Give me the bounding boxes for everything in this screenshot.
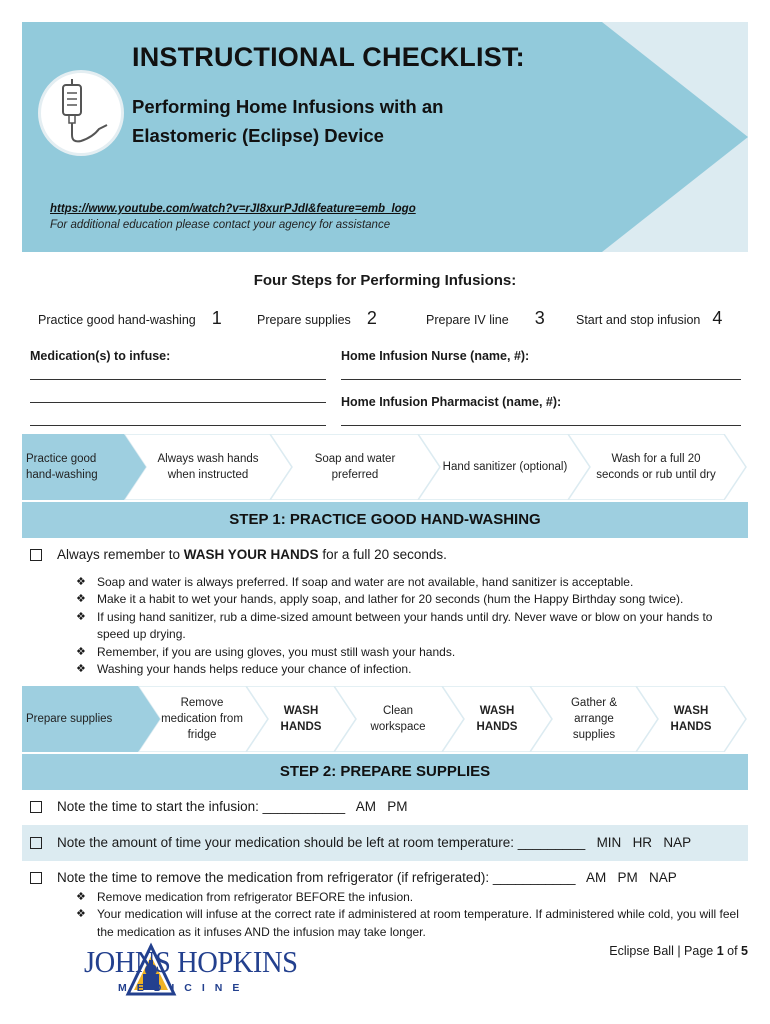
step-summary-number: 3 xyxy=(534,308,545,328)
check-text: Note the time to start the infusion: ___________ AM PM xyxy=(57,799,408,814)
flow-step: Clean workspace xyxy=(370,705,426,733)
video-link[interactable]: https://www.youtube.com/watch?v=rJI8xurPJdI&feature=emb_logo xyxy=(50,203,416,215)
flow-step: Remove medication from fridge xyxy=(161,697,243,741)
flow-step: WASH HANDS xyxy=(670,705,712,733)
page-label: Eclipse Ball | Page xyxy=(609,944,717,958)
step-summary-2 xyxy=(257,308,377,329)
page-title: INSTRUCTIONAL CHECKLIST: xyxy=(132,42,525,72)
supplies-flow xyxy=(22,686,748,752)
medication-line-1[interactable] xyxy=(30,379,326,380)
flow-step: Practice good hand-washing xyxy=(26,453,98,481)
step-summary-label: Prepare IV line xyxy=(426,313,509,327)
nurse-line[interactable] xyxy=(341,379,741,380)
page-number: 1 xyxy=(716,944,724,958)
page-of: of xyxy=(723,944,742,958)
step-summary-label: Prepare supplies xyxy=(257,313,351,327)
flow-step: WASH HANDS xyxy=(280,705,322,733)
step-summary-number: 1 xyxy=(211,308,222,328)
step-summary-label: Practice good hand-washing xyxy=(38,313,196,327)
checkbox[interactable] xyxy=(30,801,42,813)
flow-step: Gather & arrange supplies xyxy=(570,697,618,741)
medication-line-3[interactable] xyxy=(30,425,326,426)
step-summary-3 xyxy=(426,308,545,329)
nurse-label: Home Infusion Nurse (name, #): xyxy=(341,349,530,363)
step1-checklist-item xyxy=(30,547,447,562)
four-steps-title: Four Steps for Performing Infusions: xyxy=(253,272,517,289)
page-total: 5 xyxy=(741,944,748,958)
pharmacist-line[interactable] xyxy=(341,425,741,426)
pharmacist-label: Home Infusion Pharmacist (name, #): xyxy=(341,395,562,409)
bullet-item: ❖ Remove medication from refrigerator BEFORE the infusion. xyxy=(76,889,748,906)
checkbox[interactable] xyxy=(30,549,42,561)
org-name: JOHNS HOPKINS xyxy=(84,944,298,979)
step-summary-4 xyxy=(576,308,722,329)
checkbox[interactable] xyxy=(30,872,42,884)
bullet-item: ❖ Washing your hands helps reduce your chance of infection. xyxy=(76,661,748,678)
step-summary-1 xyxy=(38,308,222,329)
org-subtitle: MEDICINE xyxy=(118,982,250,994)
step2-checklist-item xyxy=(30,799,407,814)
bullet-item: ❖ Soap and water is always preferred. If soap and water are not available, hand sanitizer is acceptable. xyxy=(76,574,748,591)
flow-step: Soap and water preferred xyxy=(314,453,396,481)
flow-step: WASH HANDS xyxy=(476,705,518,733)
medication-line-2[interactable] xyxy=(30,402,326,403)
step2-checklist-item xyxy=(30,835,691,850)
step-summary-number: 4 xyxy=(712,308,723,328)
step1-bullets xyxy=(76,574,748,678)
assistance-note: For additional education please contact your agency for assistance xyxy=(50,219,391,231)
step-summary-label: Start and stop infusion xyxy=(576,313,701,327)
flow-step: Prepare supplies xyxy=(26,713,113,725)
step2-heading: STEP 2: PREPARE SUPPLIES xyxy=(22,754,748,790)
flow-step: Wash for a full 20 seconds or rub until dry xyxy=(596,453,716,481)
medication-label: Medication(s) to infuse: xyxy=(30,349,171,363)
bullet-item: ❖ Your medication will infuse at the correct rate if administered at room temperature. If administered while cold, you will feel the medication as it infuses AND the infusion may take longer. xyxy=(76,906,748,941)
check-text: Always remember to WASH YOUR HANDS for a full 20 seconds. xyxy=(57,547,447,562)
bullet-item: ❖ If using hand sanitizer, rub a dime-sized amount between your hands until dry. Never wave or blow on your hands to speed up drying. xyxy=(76,609,748,644)
bullet-item: ❖ Make it a habit to wet your hands, apply soap, and lather for 20 seconds (hum the Happy Birthday song twice). xyxy=(76,591,748,608)
check-text: Note the time to remove the medication from refrigerator (if refrigerated): ___________ AM PM NAP xyxy=(57,870,677,885)
iv-bag-icon xyxy=(38,70,124,156)
step2-checklist-item xyxy=(30,870,677,885)
step-summary-number: 2 xyxy=(366,308,377,328)
handwashing-flow xyxy=(22,434,748,500)
check-text: Note the amount of time your medication should be left at room temperature: _________ MIN HR NAP xyxy=(57,835,692,850)
page-footer xyxy=(609,944,748,958)
flow-step: Always wash hands when instructed xyxy=(157,453,259,481)
step1-heading: STEP 1: PRACTICE GOOD HAND-WASHING xyxy=(22,502,748,538)
checkbox[interactable] xyxy=(30,837,42,849)
bullet-item: ❖ Remember, if you are using gloves, you must still wash your hands. xyxy=(76,644,748,661)
step2-bullets xyxy=(76,889,748,941)
page-subtitle: Performing Home Infusions with an Elastomeric (Eclipse) Device xyxy=(132,96,444,146)
flow-step: Hand sanitizer (optional) xyxy=(442,461,568,473)
